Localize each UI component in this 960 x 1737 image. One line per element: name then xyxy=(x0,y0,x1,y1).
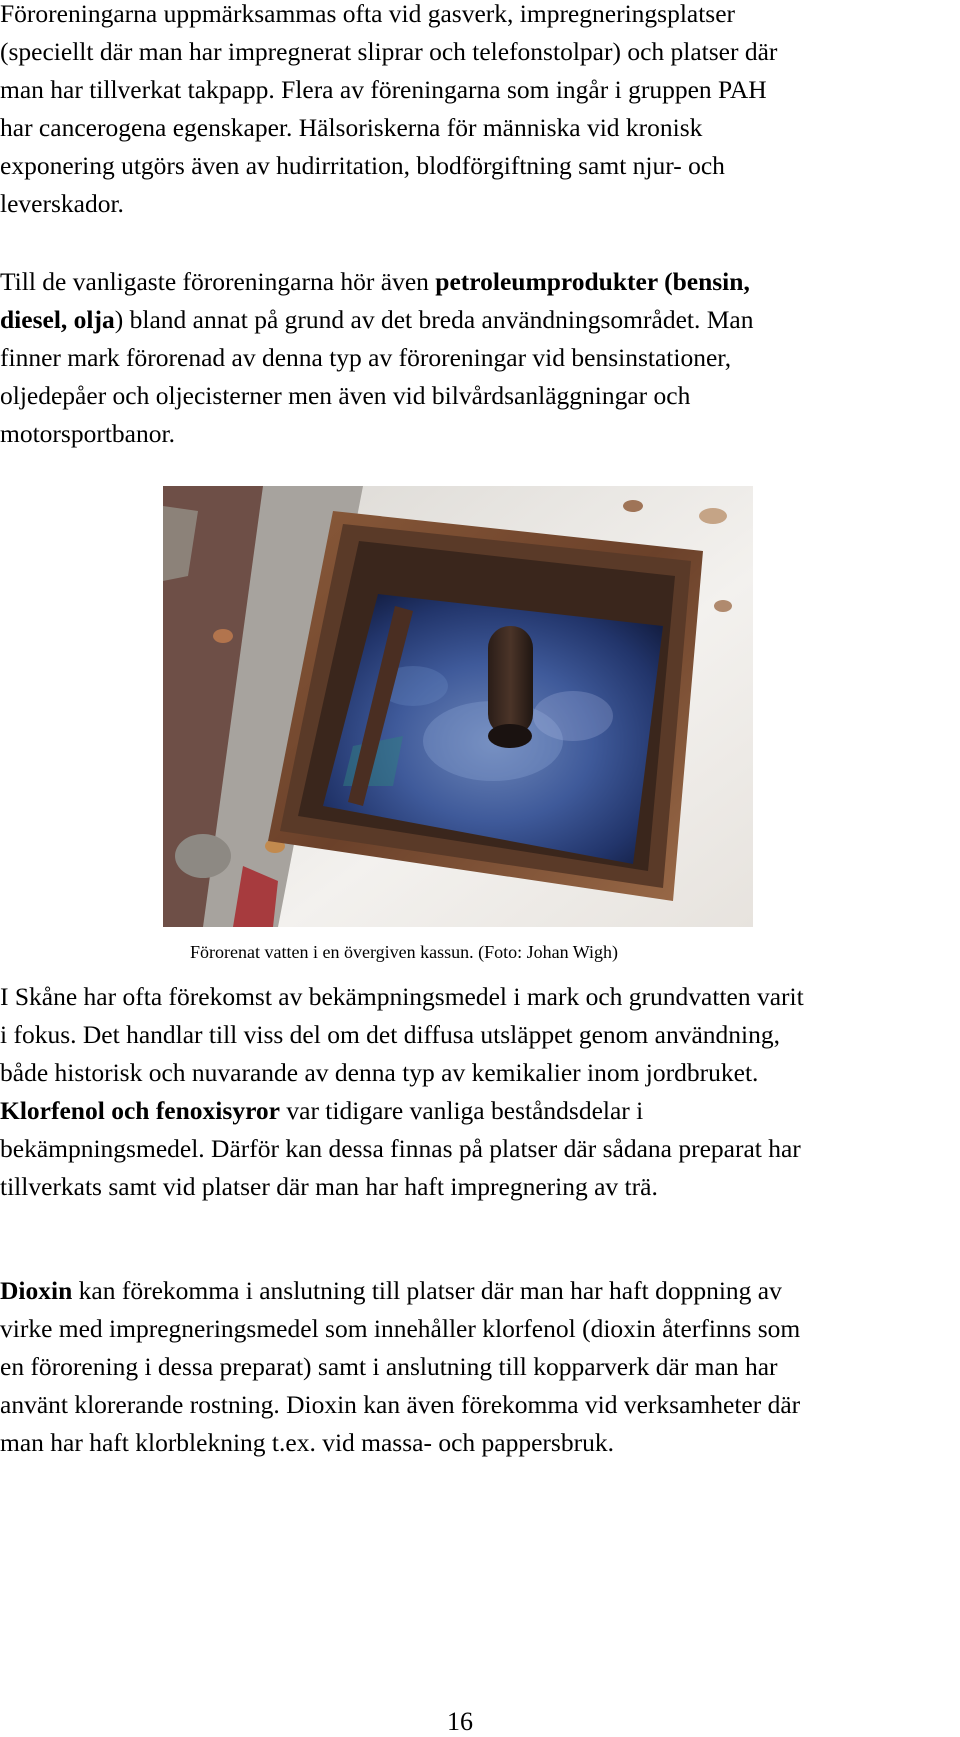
photo-contaminated-well xyxy=(163,486,753,927)
bold-term: Dioxin xyxy=(0,1276,73,1305)
paragraph-dioxin xyxy=(0,1272,960,1462)
text-line xyxy=(0,263,960,301)
bold-term: Klorfenol och fenoxisyror xyxy=(0,1096,280,1125)
text-line: man har tillverkat takpapp. Flera av föreningarna som ingår i gruppen PAH xyxy=(0,75,767,104)
paragraph-pah xyxy=(0,0,960,223)
text-run: kan förekomma i anslutning till platser där man har haft doppning av xyxy=(72,1276,782,1305)
text-line: Föroreningarna uppmärksammas ofta vid gasverk, impregneringsplatser xyxy=(0,0,736,28)
bold-term: petroleumprodukter (bensin, xyxy=(435,267,750,296)
text-line: leverskador. xyxy=(0,189,124,218)
text-line: både historisk och nuvarande av denna typ av kemikalier inom jordbruket. xyxy=(0,1058,759,1087)
text-line: finner mark förorenad av denna typ av föroreningar vid bensinstationer, xyxy=(0,343,732,372)
text-line xyxy=(0,1272,960,1310)
text-run: var tidigare vanliga beståndsdelar i xyxy=(280,1096,644,1125)
text-line xyxy=(0,1092,960,1130)
text-line: virke med impregneringsmedel som innehåller klorfenol (dioxin återfinns som xyxy=(0,1314,801,1343)
text-line xyxy=(0,301,960,339)
text-line: (speciellt där man har impregnerat sliprar och telefonstolpar) och platser där xyxy=(0,37,778,66)
paragraph-pesticides xyxy=(0,978,960,1206)
text-run: ) bland annat på grund av det breda användningsområdet. Man xyxy=(114,305,754,334)
text-line: tillverkats samt vid platser där man har haft impregnering av trä. xyxy=(0,1172,658,1201)
text-line: i fokus. Det handlar till viss del om det diffusa utsläppet genom användning, xyxy=(0,1020,780,1049)
text-line: en förorening i dessa preparat) samt i anslutning till kopparverk där man har xyxy=(0,1352,778,1381)
text-line: exponering utgörs även av hudirritation, blodförgiftning samt njur- och xyxy=(0,151,725,180)
bold-term: diesel, olja xyxy=(0,305,115,334)
photo-illustration xyxy=(163,486,753,927)
text-line: motorsportbanor. xyxy=(0,419,175,448)
text-line: har cancerogena egenskaper. Hälsoriskerna för människa vid kronisk xyxy=(0,113,703,142)
text-line: man har haft klorblekning t.ex. vid massa- och pappersbruk. xyxy=(0,1428,614,1457)
text-line: bekämpningsmedel. Därför kan dessa finnas på platser där sådana preparat har xyxy=(0,1134,801,1163)
text-line: I Skåne har ofta förekomst av bekämpningsmedel i mark och grundvatten varit xyxy=(0,982,804,1011)
text-line: använt klorerande rostning. Dioxin kan även förekomma vid verksamheter där xyxy=(0,1390,801,1419)
page-number: 16 xyxy=(447,1707,473,1736)
text-line: oljedepåer och oljecisterner men även vid bilvårdsanläggningar och xyxy=(0,381,691,410)
text-run: Till de vanligaste föroreningarna hör även xyxy=(0,267,436,296)
paragraph-petroleum xyxy=(0,263,960,453)
photo-caption: Förorenat vatten i en övergiven kassun. (Foto: Johan Wigh) xyxy=(190,942,619,962)
